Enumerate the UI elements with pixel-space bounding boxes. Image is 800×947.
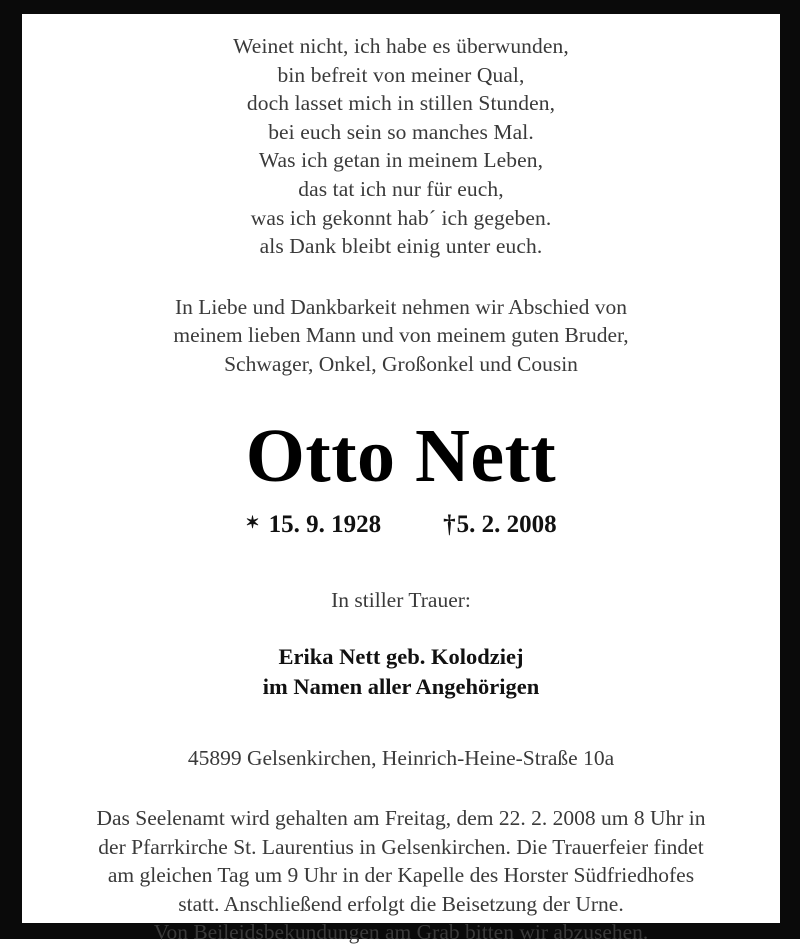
address-line: 45899 Gelsenkirchen, Heinrich-Heine-Straße 10a xyxy=(187,746,615,771)
life-dates xyxy=(40,510,762,540)
verse-line: bei euch sein so manches Mal. xyxy=(268,119,534,144)
memorial-verse xyxy=(40,32,762,261)
birth-star-icon: ✶ xyxy=(245,513,260,533)
verse-line: als Dank bleibt einig unter euch. xyxy=(259,234,543,259)
announcement-line: Schwager, Onkel, Großonkel und Cousin xyxy=(224,351,578,376)
announcement-line: In Liebe und Dankbarkeit nehmen wir Abschied von xyxy=(175,294,627,319)
mourners-list xyxy=(40,642,762,702)
mourning-intro: In stiller Trauer: xyxy=(331,588,471,613)
announcement-line: meinem lieben Mann und von meinem guten Bruder, xyxy=(173,323,629,348)
verse-line: Was ich getan in meinem Leben, xyxy=(258,148,544,173)
verse-line: das tat ich nur für euch, xyxy=(298,176,504,201)
service-details xyxy=(32,804,770,947)
birth-date: 15. 9. 1928 xyxy=(268,511,382,539)
death-date: 5. 2. 2008 xyxy=(456,511,557,539)
verse-line: bin befreit von meiner Qual, xyxy=(277,62,525,87)
mourner-line: im Namen aller Angehörigen xyxy=(262,674,540,700)
verse-line: doch lasset mich in stillen Stunden, xyxy=(246,91,556,116)
service-line: der Pfarrkirche St. Laurentius in Gelsenkirchen. Die Trauerfeier findet xyxy=(98,834,704,859)
service-line: am gleichen Tag um 9 Uhr in der Kapelle des Horster Südfriedhofes xyxy=(107,863,695,888)
verse-line: Weinet nicht, ich habe es überwunden, xyxy=(233,34,569,58)
service-line: Von Beileidsbekundungen am Grab bitten wir abzusehen. xyxy=(153,920,649,945)
obituary-card xyxy=(22,14,780,945)
deceased-name: Otto Nett xyxy=(245,414,557,499)
death-date-group xyxy=(443,510,557,540)
mourner-line: Erika Nett geb. Kolodziej xyxy=(278,644,524,670)
announcement-text xyxy=(40,293,762,379)
verse-line: was ich gekonnt hab´ ich gegeben. xyxy=(250,205,552,230)
service-line: Das Seelenamt wird gehalten am Freitag, dem 22. 2. 2008 um 8 Uhr in xyxy=(96,806,706,831)
birth-date-group xyxy=(245,510,381,540)
service-line: statt. Anschließend erfolgt die Beisetzung der Urne. xyxy=(178,891,624,916)
death-cross-icon: † xyxy=(443,511,456,539)
